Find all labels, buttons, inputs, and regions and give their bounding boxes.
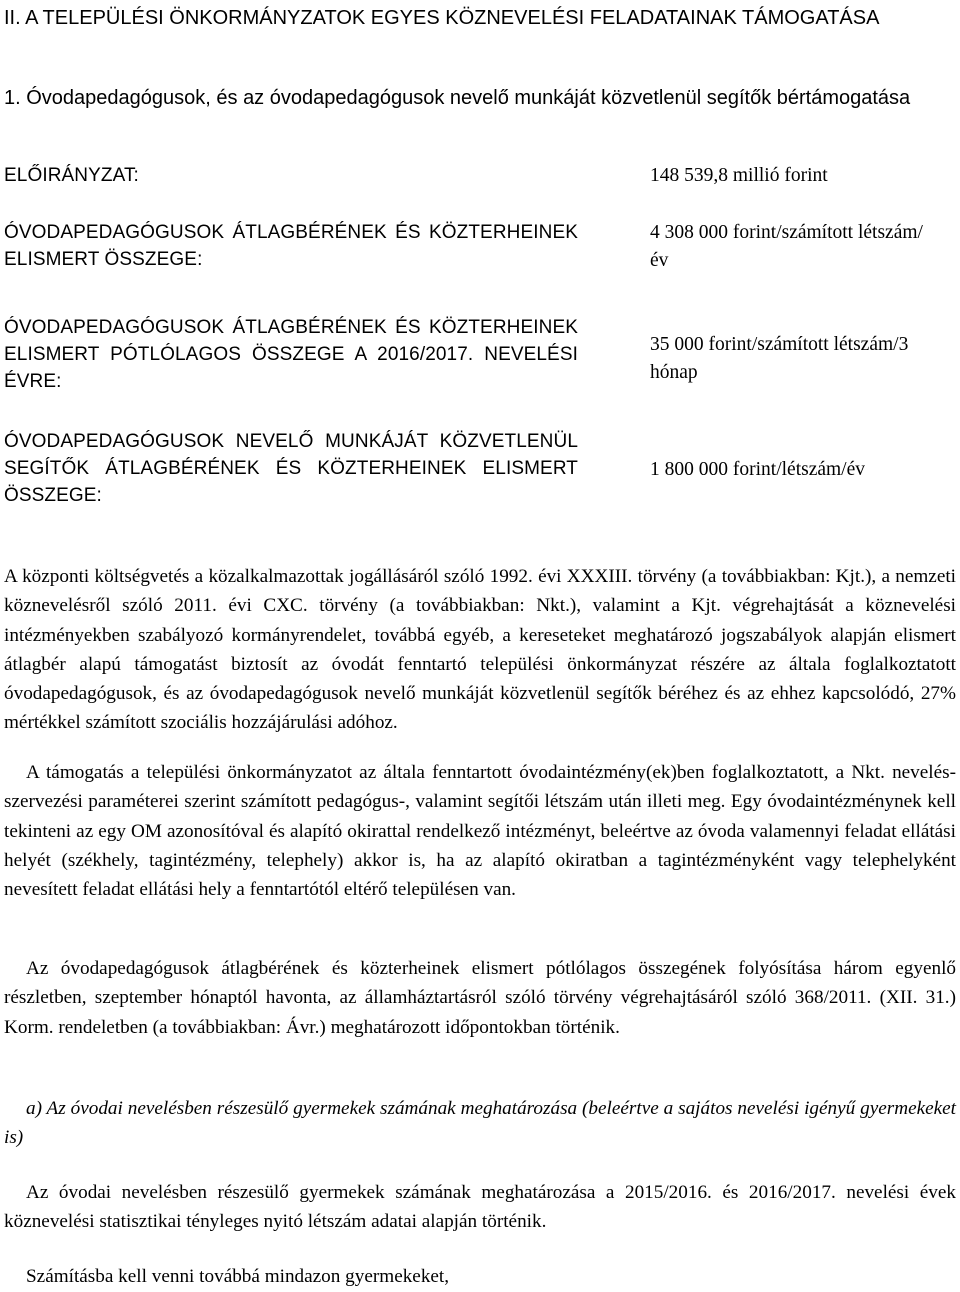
- section-a-heading: a) Az óvodai nevelésben részesülő gyermekek számának meghatározása (beleértve a sajátos nevelési igényű gyermekeket is): [4, 1098, 956, 1149]
- section-subtitle: 1. Óvodapedagógusok, és az óvodapedagógusok nevelő munkáját közvetlenül segítők bértámogatása: [4, 87, 911, 109]
- assistant-salary-label: ÓVODAPEDAGÓGUSOK NEVELŐ MUNKÁJÁT KÖZVETLENÜL SEGÍTŐK ÁTLAGBÉRÉNEK ÉS KÖZTERHEINEK ELISMERT ÖSSZEGE:: [4, 431, 578, 506]
- appropriation-value: 148 539,8 millió forint: [650, 165, 828, 186]
- assistant-salary-value: 1 800 000 forint/létszám/év: [650, 459, 865, 480]
- appropriation-label: ELŐIRÁNYZAT:: [4, 165, 139, 186]
- supplementary-salary-value: 35 000 forint/számított létszám/3 hónap: [650, 334, 909, 383]
- section-title: II. A TELEPÜLÉSI ÖNKORMÁNYZATOK EGYES KÖZNEVELÉSI FELADATAINAK TÁMOGATÁSA: [4, 7, 880, 29]
- teacher-salary-value: 4 308 000 forint/számított létszám/év: [650, 222, 923, 271]
- body-paragraph-3: Az óvodapedagógusok átlagbérének és közterheinek elismert pótlólagos összegének folyósítása három egyenlő részletben, szeptember hónaptól havonta, az államháztartásról szóló törvény végrehajtásáról szóló 368/2011. (XII. 31.) Korm. rendeletben (a továbbiakban: Ávr.) meghatározott időpontokban történik.: [4, 958, 956, 1038]
- teacher-salary-label: ÓVODAPEDAGÓGUSOK ÁTLAGBÉRÉNEK ÉS KÖZTERHEINEK ELISMERT ÖSSZEGE:: [4, 222, 578, 270]
- body-paragraph-4: Az óvodai nevelésben részesülő gyermekek számának meghatározása a 2015/2016. és 2016/2017. nevelési évek köznevelési statisztikai tényleges nyitó létszám adatai alapján történik.: [4, 1182, 956, 1233]
- supplementary-salary-label: ÓVODAPEDAGÓGUSOK ÁTLAGBÉRÉNEK ÉS KÖZTERHEINEK ELISMERT PÓTLÓLAGOS ÖSSZEGE A 2016/2017. NEVELÉSI ÉVRE:: [4, 317, 578, 392]
- body-paragraph-1: A központi költségvetés a közalkalmazottak jogállásáról szóló 1992. évi XXXIII. törvény (a továbbiakban: Kjt.), a nemzeti köznevelésről szóló 2011. évi CXC. törvény (a továbbiakban: Nkt.), valamint a Kjt. végrehajtását a köznevelési intézményekben szabályozó kormányrendelet, továbbá egyéb, a kereseteket meghatározó jogszabályok alapján elismert átlagbér alapú támogatást biztosít az óvodát fenntartó települési önkormányzat részére az általa foglalkoztatott óvodapedagógusok, és az óvodapedagógusok nevelő munkáját közvetlenül segítők béréhez és az ehhez kapcsolódó, 27% mértékkel számított szociális hozzájárulási adóhoz.: [4, 566, 956, 734]
- body-paragraph-2: A támogatás a települési önkormányzatot az általa fenntartott óvodaintézmény(ek)ben foglalkoztatott, a Nkt. nevelés-szervezési paraméterei szerint számított pedagógus-, valamint segítői létszám után illeti meg. Egy óvodaintézménynek kell tekinteni az egy OM azonosítóval és alapító okirattal rendelkező intézményt, beleértve az óvoda valamennyi feladat ellátási helyét (székhely, tagintézmény, telephely) akkor is, ha az alapító okiratban a tagintézményként vagy telephelyként nevesített feladat ellátási hely a fenntartótól eltérő településen van.: [4, 762, 956, 901]
- body-paragraph-5: Számításba kell venni továbbá mindazon gyermekeket,: [26, 1266, 450, 1287]
